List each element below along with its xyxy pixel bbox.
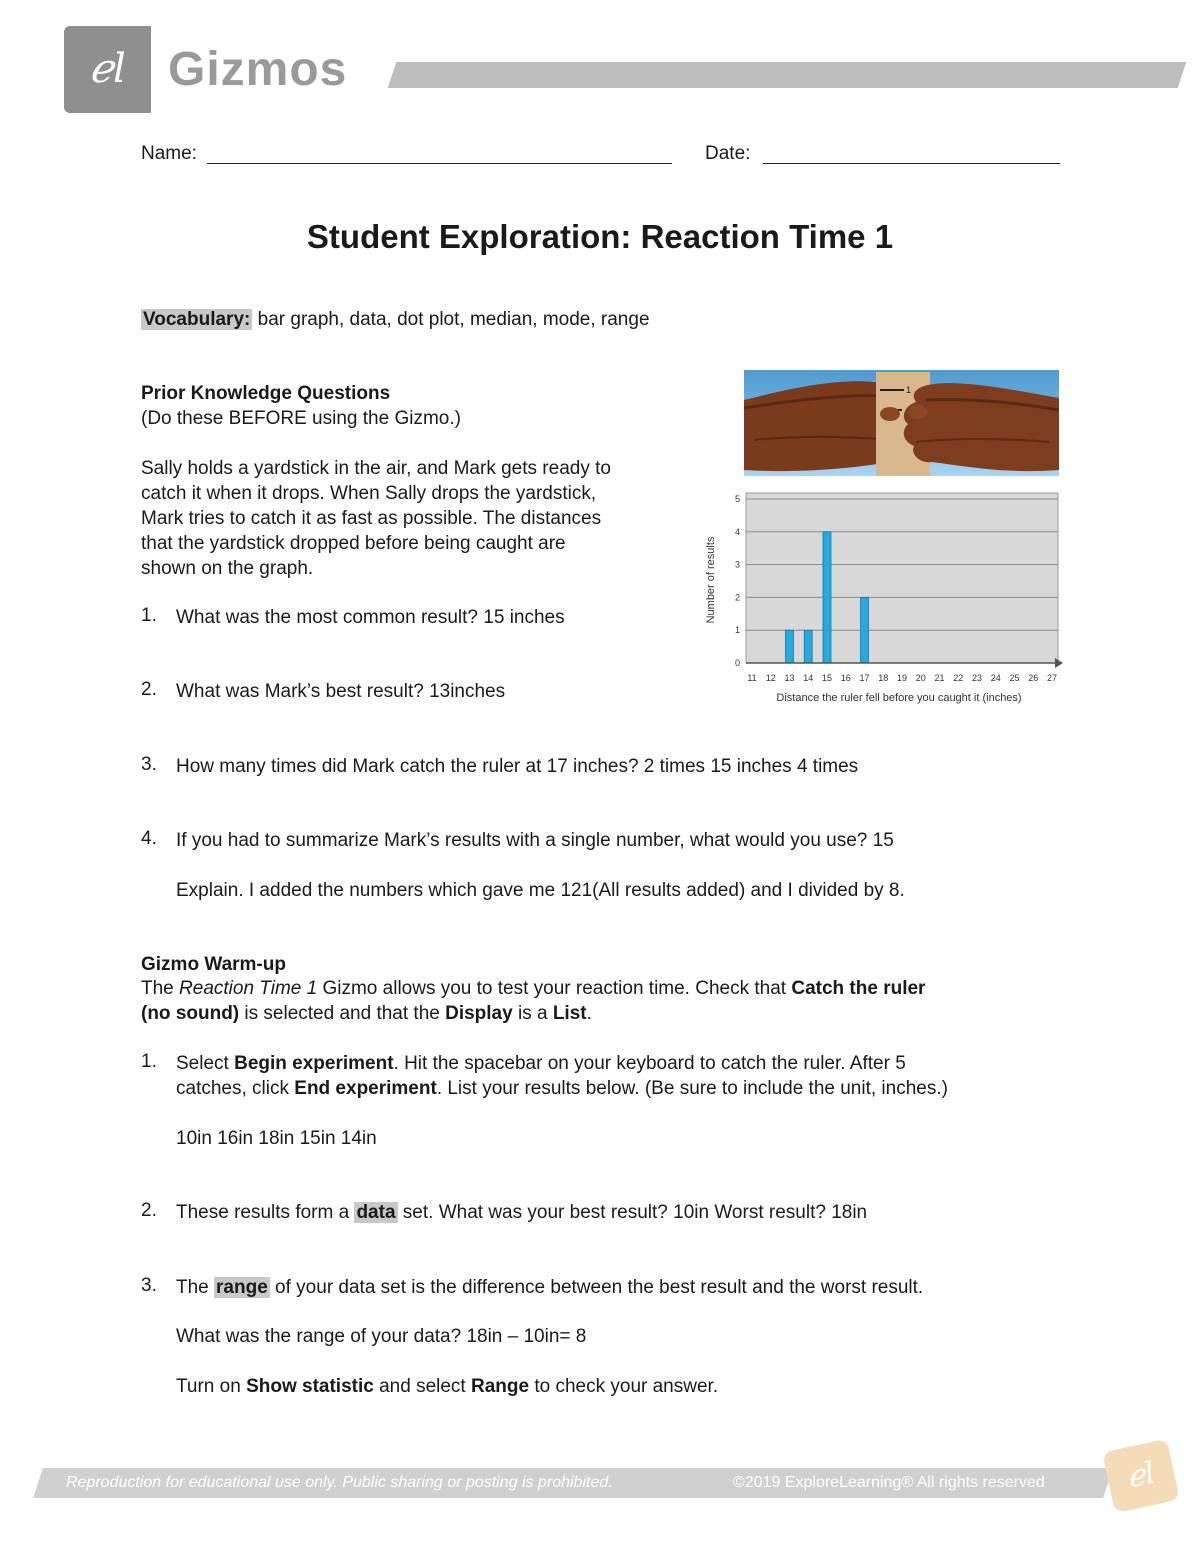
question-number: 3. [141, 1275, 157, 1296]
question-number: 3. [141, 754, 157, 775]
vocab-term-data: data [356, 1202, 396, 1223]
catch-ruler-option: Catch the ruler [791, 978, 926, 999]
prior-question-2: What was Mark’s best result? 13inches [176, 681, 506, 702]
text-span: Gizmo allows you to test your reaction time. Check that [317, 978, 792, 999]
x-tick-label: 18 [878, 673, 889, 683]
end-experiment-term: End experiment [294, 1078, 437, 1099]
text-span: and select [373, 1376, 471, 1397]
text-span: is a [512, 1003, 553, 1024]
x-tick-label: 24 [990, 673, 1001, 683]
x-tick-label: 20 [915, 673, 926, 683]
text-span: . [586, 1003, 592, 1024]
intro-line: Mark tries to catch it as fast as possible. The distances [141, 508, 602, 529]
text-span: . List your results below. (Be sure to include the unit, inches.) [436, 1078, 948, 1099]
vocabulary-line [141, 307, 650, 332]
warmup-instruction-3 [176, 1374, 718, 1399]
warmup-question-2 [176, 1200, 867, 1225]
explorelearning-logo [1102, 1439, 1179, 1513]
intro-line: shown on the graph. [141, 558, 314, 579]
range-term: Range [470, 1376, 530, 1397]
text-span: is selected and that the [239, 1003, 446, 1024]
question-number: 2. [141, 1200, 157, 1221]
bar-15 [823, 532, 831, 663]
prior-heading: Prior Knowledge Questions [141, 383, 391, 404]
ruler-mark-1: 1 [906, 385, 912, 395]
text-span: Select [176, 1053, 235, 1074]
begin-experiment-term: Begin experiment [234, 1053, 394, 1074]
x-tick-label: 14 [803, 673, 814, 683]
header-bar [388, 62, 1186, 88]
text-span: Turn on [176, 1376, 247, 1397]
logo-glyph: ℯl [89, 46, 126, 92]
warmup-question-3 [176, 1275, 923, 1300]
x-tick-label: 19 [896, 673, 908, 683]
text-span: These results form a [176, 1202, 355, 1223]
text-span: The [176, 1277, 215, 1298]
page-title: Student Exploration: Reaction Time 1 [306, 218, 894, 255]
x-tick-label: 11 [747, 673, 757, 683]
x-tick-label: 16 [840, 673, 851, 683]
date-field[interactable] [763, 163, 1060, 164]
question-number: 2. [141, 679, 157, 700]
intro-line: that the yardstick dropped before being caught are [141, 533, 566, 554]
y-tick-label: 3 [734, 559, 740, 570]
x-tick-label: 26 [1028, 673, 1039, 683]
x-tick-label: 22 [953, 673, 964, 683]
name-field[interactable] [207, 163, 672, 164]
hands-catching-ruler-image [744, 370, 1059, 476]
warmup-answer-1: 10in 16in 18in 15in 14in [176, 1128, 377, 1149]
warmup-question-1 [176, 1051, 1076, 1101]
date-label: Date: [705, 143, 751, 164]
intro-line: Sally holds a yardstick in the air, and Mark gets ready to [141, 458, 611, 479]
x-tick-label: 13 [784, 673, 795, 683]
footer-copyright: ©2019 ExploreLearning® All rights reserved [733, 1474, 1045, 1491]
x-tick-label: 23 [971, 673, 983, 683]
x-axis-label: Distance the ruler fell before you caught it (inches) [776, 692, 1022, 704]
prior-question-3: How many times did Mark catch the ruler at 17 inches? 2 times 15 inches 4 times [176, 756, 859, 777]
x-tick-label: 21 [934, 673, 945, 683]
vocabulary-label: Vocabulary: [143, 309, 251, 330]
x-tick-label: 25 [1009, 673, 1020, 683]
question-number: 1. [141, 605, 157, 626]
footer-logo-glyph: ℯl [1123, 1455, 1158, 1496]
bar-17 [861, 597, 869, 663]
x-tick-label: 17 [859, 673, 870, 683]
y-tick-label: 2 [734, 592, 740, 603]
text-span: of your data set is the difference between the best result and the worst result. [269, 1277, 924, 1298]
y-tick-label: 5 [734, 494, 740, 504]
display-setting: Display [445, 1003, 513, 1024]
y-tick-labels [735, 494, 740, 668]
question-number: 1. [141, 1051, 157, 1072]
warmup-heading: Gizmo Warm-up [141, 954, 286, 975]
show-statistic-term: Show statistic [246, 1376, 374, 1397]
text-span: to check your answer. [529, 1376, 719, 1397]
vocabulary-terms: bar graph, data, dot plot, median, mode, range [257, 309, 650, 330]
text-span: catches, click [176, 1078, 295, 1099]
text-span: . Hit the spacebar on your keyboard to catch the ruler. After 5 [393, 1053, 906, 1074]
text-span: set. What was your best result? 10in Worst result? 18in [397, 1202, 868, 1223]
prior-intro [141, 456, 691, 581]
name-label: Name: [141, 143, 197, 164]
brand-name: Gizmos [168, 43, 348, 96]
x-tick-label: 15 [821, 673, 833, 683]
y-tick-label: 0 [734, 658, 740, 668]
list-option: List [552, 1003, 587, 1024]
y-tick-label: 4 [734, 526, 740, 537]
y-tick-label: 1 [734, 625, 740, 636]
y-axis-label: Number of results [705, 536, 717, 624]
prior-question-4: If you had to summarize Mark’s results with a single number, what would you use? 15 [176, 830, 894, 851]
question-number: 4. [141, 828, 157, 849]
prior-question-1: What was the most common result? 15 inches [176, 607, 565, 628]
x-tick-labels [747, 673, 1057, 683]
x-tick-label: 12 [765, 673, 776, 683]
footer-disclaimer: Reproduction for educational use only. Public sharing or posting is prohibited. [66, 1474, 613, 1491]
bar-14 [804, 630, 812, 663]
intro-line: catch it when it drops. When Sally drops the yardstick, [141, 483, 597, 504]
results-bar-chart [700, 490, 1070, 710]
warmup-answer-3: What was the range of your data? 18in – 10in= 8 [176, 1326, 587, 1347]
no-sound-option: (no sound) [141, 1003, 240, 1024]
gizmo-name: Reaction Time 1 [179, 978, 318, 999]
x-axis-arrow [1055, 658, 1063, 668]
warmup-intro [141, 976, 1061, 1026]
bar-13 [786, 630, 794, 663]
explain-answer: Explain. I added the numbers which gave me 121(All results added) and I divided by 8. [176, 880, 905, 901]
prior-subheading: (Do these BEFORE using the Gizmo.) [141, 408, 461, 429]
vocab-term-range: range [216, 1277, 268, 1298]
x-tick-label: 27 [1046, 673, 1058, 683]
gizmos-logo [64, 26, 151, 113]
text-span: The [141, 978, 180, 999]
